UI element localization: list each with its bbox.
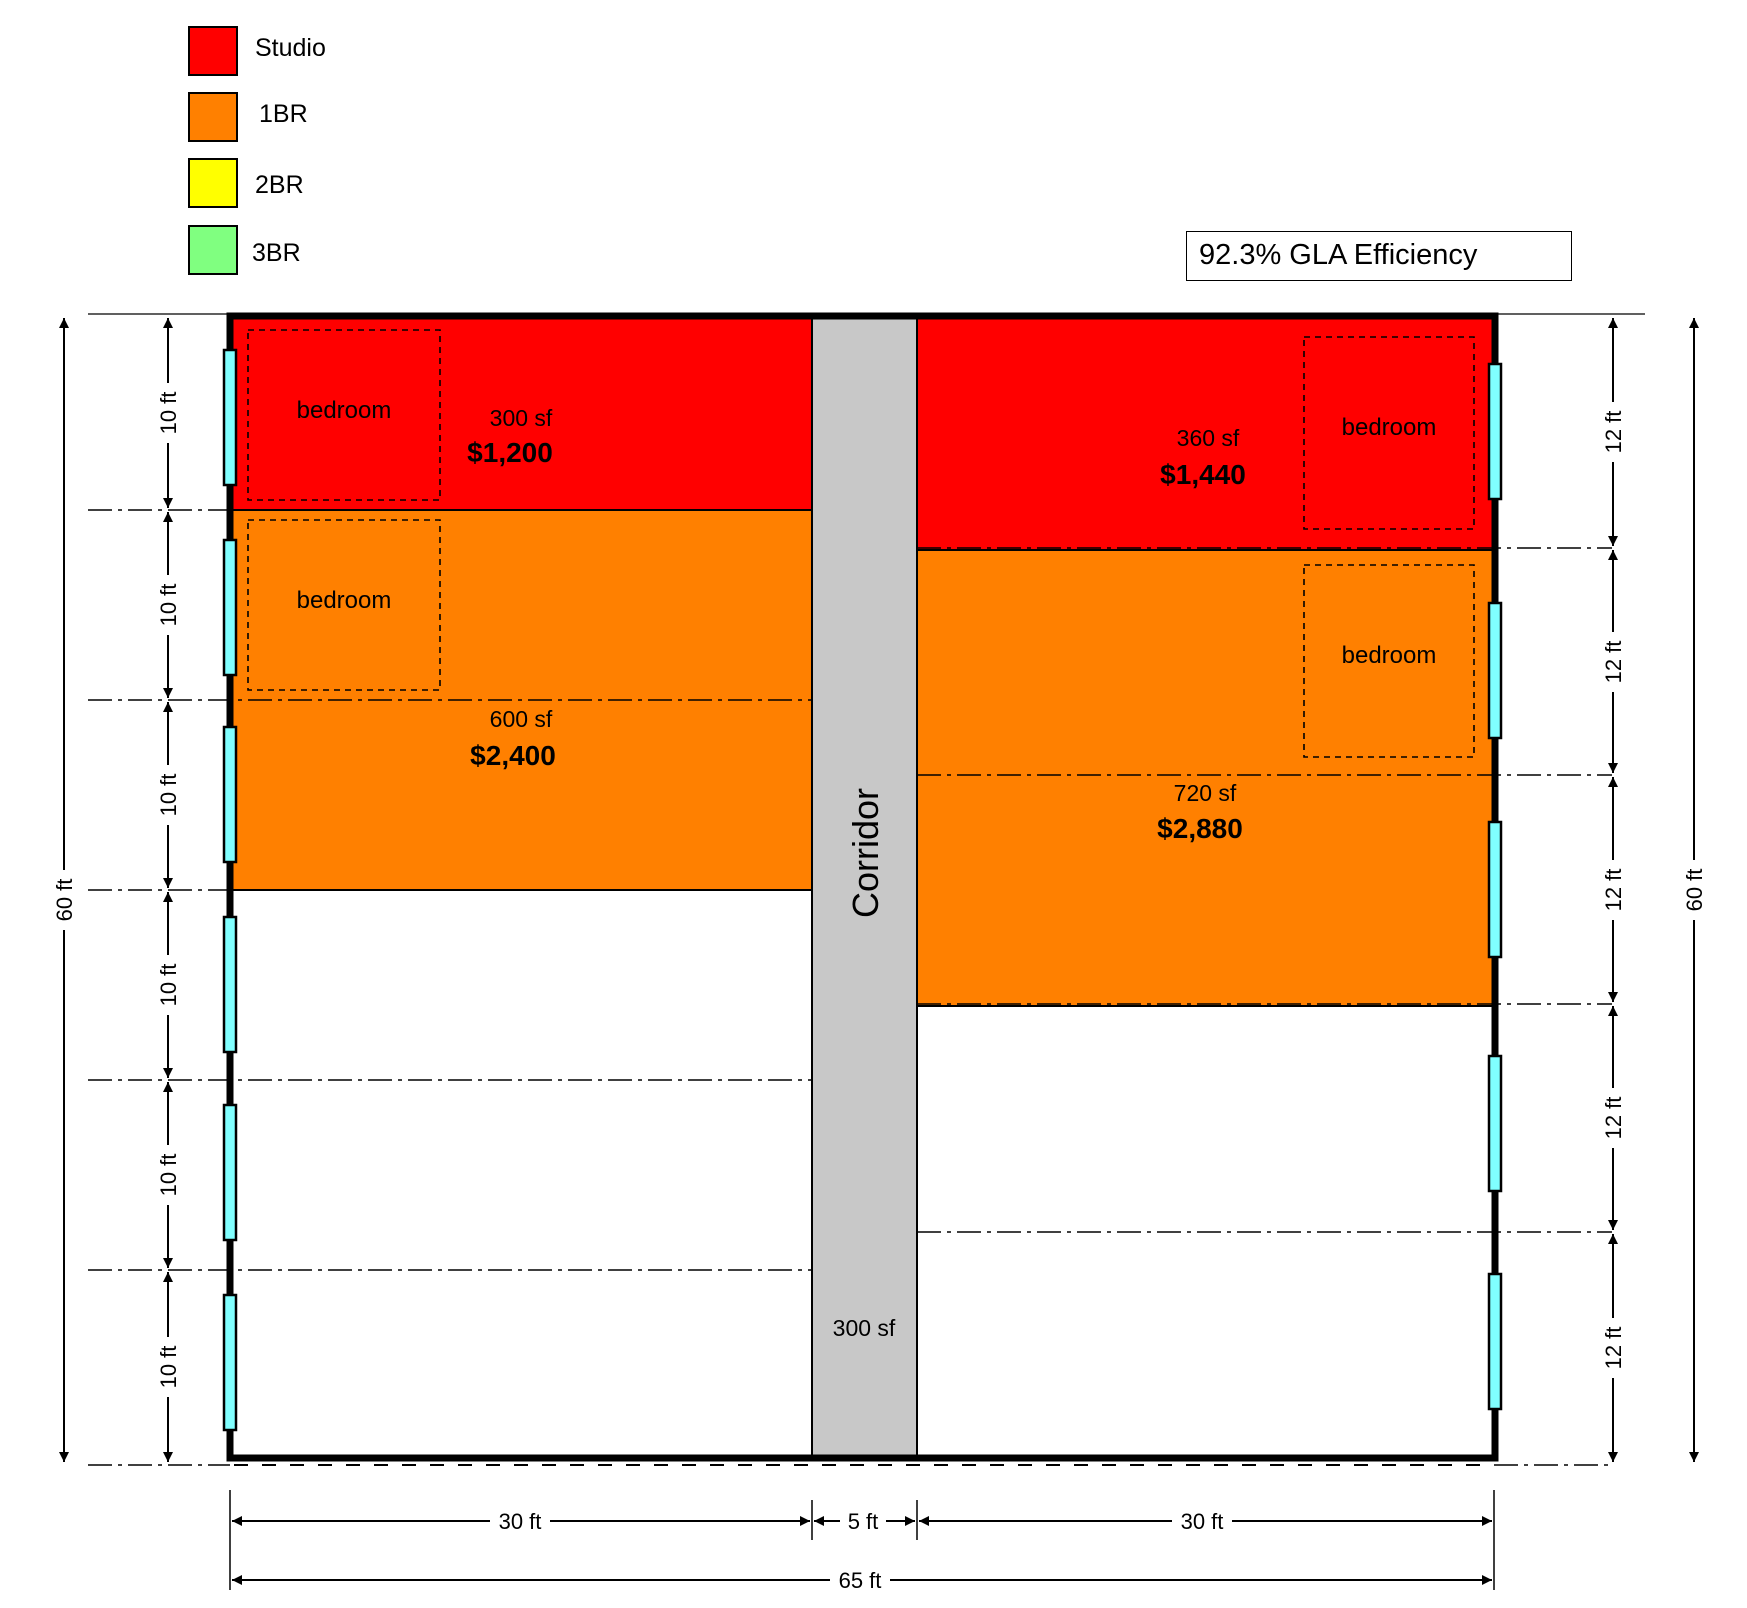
width-total: 65 ft <box>838 1568 882 1593</box>
right-1br-unit <box>917 550 1494 1006</box>
right-1br-price: $2,880 <box>1157 813 1243 844</box>
right-total-height: 60 ft <box>1682 868 1707 912</box>
legend-label-3br: 3BR <box>252 239 301 267</box>
legend-label-1br: 1BR <box>259 100 308 128</box>
right-studio-price: $1,440 <box>1160 459 1246 490</box>
right-bay-5: 12 ft <box>1601 1326 1626 1370</box>
corridor-area: 300 sf <box>832 1315 896 1341</box>
left-1br-area: 600 sf <box>489 706 553 732</box>
left-1br-price: $2,400 <box>470 740 556 771</box>
left-bay-3: 10 ft <box>156 773 181 817</box>
left-studio-bedroom-label: bedroom <box>296 397 392 424</box>
right-bay-4: 12 ft <box>1601 1096 1626 1140</box>
right-bay-2: 12 ft <box>1601 640 1626 684</box>
right-studio-bedroom-label: bedroom <box>1341 414 1437 441</box>
left-1br-bedroom-label: bedroom <box>296 587 392 614</box>
legend-label-studio: Studio <box>255 34 326 62</box>
right-bay-1: 12 ft <box>1601 410 1626 454</box>
width-corridor: 5 ft <box>847 1509 879 1534</box>
left-bay-1: 10 ft <box>156 391 181 435</box>
corridor-label: Corridor <box>845 787 886 919</box>
right-studio-area: 360 sf <box>1176 425 1240 451</box>
left-bay-4: 10 ft <box>156 963 181 1007</box>
left-studio-area: 300 sf <box>489 405 553 431</box>
efficiency-label: 92.3% GLA Efficiency <box>1186 231 1572 281</box>
width-right: 30 ft <box>1180 1509 1224 1534</box>
right-1br-area: 720 sf <box>1173 780 1237 806</box>
left-studio-price: $1,200 <box>467 437 553 468</box>
legend-label-2br: 2BR <box>255 171 304 199</box>
left-bay-5: 10 ft <box>156 1153 181 1197</box>
width-left: 30 ft <box>498 1509 542 1534</box>
right-bay-3: 12 ft <box>1601 868 1626 912</box>
right-1br-bedroom-label: bedroom <box>1341 642 1437 669</box>
left-bay-2: 10 ft <box>156 583 181 627</box>
left-total-height: 60 ft <box>52 878 77 922</box>
left-bay-6: 10 ft <box>156 1345 181 1389</box>
